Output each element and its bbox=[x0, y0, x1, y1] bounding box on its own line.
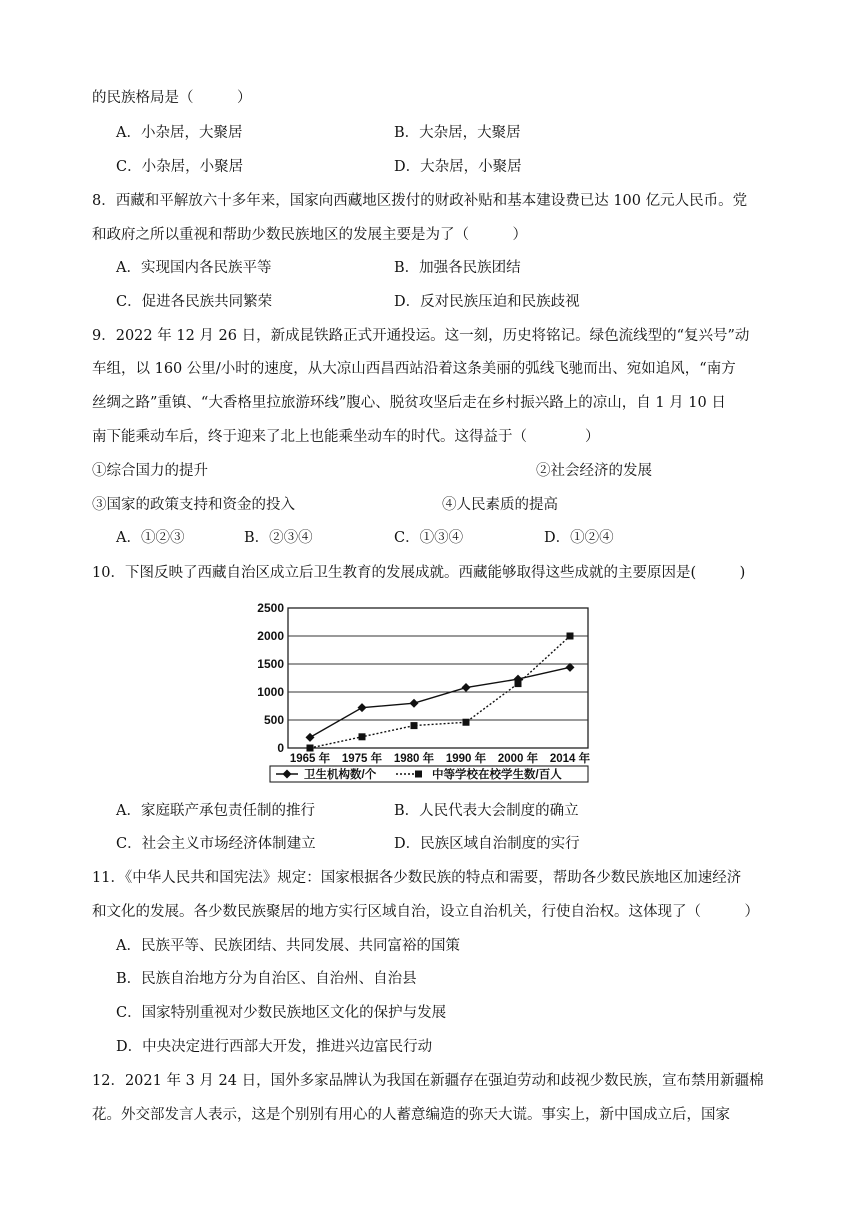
q9-item-3: ③国家的政策支持和资金的投入 bbox=[92, 497, 295, 513]
square-point bbox=[567, 633, 574, 640]
y-tick-label: 500 bbox=[263, 713, 284, 727]
legend-label-1: 卫生机构数/个 bbox=[304, 769, 377, 781]
x-tick-label: 1975 年 bbox=[341, 753, 383, 765]
q7-option-c[interactable]: C．小杂居，小聚居 bbox=[116, 159, 244, 175]
line-chart-svg bbox=[252, 600, 592, 786]
q7-option-b[interactable]: B．大杂居，大聚居 bbox=[394, 125, 521, 141]
y-tick-label: 0 bbox=[277, 741, 284, 755]
x-tick-label: 1965 年 bbox=[289, 753, 331, 765]
plot-frame bbox=[288, 608, 588, 748]
diamond-point bbox=[462, 683, 471, 692]
q9-stem-line3: 丝绸之路”重镇、“大香格里拉旅游环线”腹心、脱贫攻坚后走在乡村振兴路上的凉山，自 1 月 10 日 bbox=[92, 395, 726, 411]
diamond-point bbox=[306, 733, 315, 742]
square-point bbox=[463, 719, 470, 726]
y-tick-label: 1000 bbox=[257, 685, 284, 699]
q10-option-d[interactable]: D．民族区域自治制度的实行 bbox=[394, 836, 580, 852]
q8-stem-line1: 8．西藏和平解放六十多年来，国家向西藏地区拨付的财政补贴和基本建设费已达 100 亿元人民币。党 bbox=[92, 193, 748, 209]
q10-option-c[interactable]: C．社会主义市场经济体制建立 bbox=[116, 836, 316, 852]
legend-marker-1 bbox=[283, 770, 292, 779]
q8-stem-line2: 和政府之所以重视和帮助少数民族地区的发展主要是为了（ ） bbox=[92, 227, 527, 243]
q8-option-a[interactable]: A．实现国内各民族平等 bbox=[116, 260, 272, 276]
q11-stem-line2: 和文化的发展。各少数民族聚居的地方实行区域自治，设立自治机关，行使自治权。这体现了（ ） bbox=[92, 904, 759, 920]
q9-stem-line1: 9．2022 年 12 月 26 日，新成昆铁路正式开通投运。这一刻，历史将铭记。绿色流线型的“复兴号”动 bbox=[92, 328, 750, 344]
legend-label-2: 中等学校在校学生数/百人 bbox=[432, 769, 562, 781]
q9-option-c[interactable]: C．①③④ bbox=[394, 530, 464, 546]
x-tick-label: 2014 年 bbox=[549, 753, 591, 765]
q9-option-d[interactable]: D．①②④ bbox=[544, 530, 614, 546]
x-tick-label: 2000 年 bbox=[497, 753, 539, 765]
square-point bbox=[307, 745, 314, 752]
square-point bbox=[411, 722, 418, 729]
x-tick-label: 1980 年 bbox=[393, 753, 435, 765]
q9-stem-line2: 车组，以 160 公里/小时的速度，从大凉山西昌西站沿着这条美丽的弧线飞驰而出、宛如追风，“南方 bbox=[92, 361, 736, 377]
q8-option-c[interactable]: C．促进各民族共同繁荣 bbox=[116, 294, 273, 310]
q11-option-c[interactable]: C．国家特别重视对少数民族地区文化的保护与发展 bbox=[116, 1005, 447, 1021]
diamond-point bbox=[410, 699, 419, 708]
square-point bbox=[515, 680, 522, 687]
q11-option-a[interactable]: A．民族平等、民族团结、共同发展、共同富裕的国策 bbox=[116, 938, 460, 954]
q9-item-2: ②社会经济的发展 bbox=[536, 463, 652, 479]
q11-option-d[interactable]: D．中央决定进行西部大开发，推进兴边富民行动 bbox=[116, 1039, 433, 1055]
q12-stem-line1: 12．2021 年 3 月 24 日，国外多家品牌认为我国在新疆存在强迫劳动和歧视少数民族，宣布禁用新疆棉 bbox=[92, 1073, 764, 1089]
y-tick-label: 2000 bbox=[257, 629, 284, 643]
x-tick-label: 1990 年 bbox=[445, 753, 487, 765]
q10-option-a[interactable]: A．家庭联产承包责任制的推行 bbox=[116, 803, 315, 819]
q10-stem-line1: 10．下图反映了西藏自治区成立后卫生教育的发展成就。西藏能够取得这些成就的主要原因是( ) bbox=[92, 565, 746, 581]
diamond-point bbox=[358, 703, 367, 712]
q9-item-4: ④人民素质的提高 bbox=[442, 497, 558, 513]
q8-option-b[interactable]: B．加强各民族团结 bbox=[394, 260, 521, 276]
series-line-1 bbox=[310, 667, 570, 737]
q11-stem-line1: 11．《中华人民共和国宪法》规定：国家根据各少数民族的特点和需要，帮助各少数民族地区加速经济 bbox=[92, 870, 742, 886]
q9-stem-line4: 南下能乘动车后，终于迎来了北上也能乘坐动车的时代。这得益于（ ） bbox=[92, 429, 600, 445]
legend-marker-2 bbox=[415, 771, 422, 778]
y-tick-label: 2500 bbox=[257, 601, 284, 615]
q9-option-a[interactable]: A．①②③ bbox=[116, 530, 185, 546]
q7-option-a[interactable]: A．小杂居，大聚居 bbox=[116, 125, 243, 141]
q7-option-d[interactable]: D．大杂居，小聚居 bbox=[394, 159, 522, 175]
q7-stem: 的民族格局是（ ） bbox=[92, 90, 252, 106]
q9-item-1: ①综合国力的提升 bbox=[92, 463, 208, 479]
q11-option-b[interactable]: B．民族自治地方分为自治区、自治州、自治县 bbox=[116, 971, 417, 987]
q12-stem-line2: 花。外交部发言人表示，这是个别别有用心的人蓄意编造的弥天大谎。事实上，新中国成立后，国家 bbox=[92, 1107, 730, 1123]
square-point bbox=[359, 733, 366, 740]
development-chart bbox=[252, 600, 592, 786]
q9-option-b[interactable]: B．②③④ bbox=[244, 530, 313, 546]
y-tick-label: 1500 bbox=[257, 657, 284, 671]
q8-option-d[interactable]: D．反对民族压迫和民族歧视 bbox=[394, 294, 580, 310]
q10-option-b[interactable]: B．人民代表大会制度的确立 bbox=[394, 803, 579, 819]
